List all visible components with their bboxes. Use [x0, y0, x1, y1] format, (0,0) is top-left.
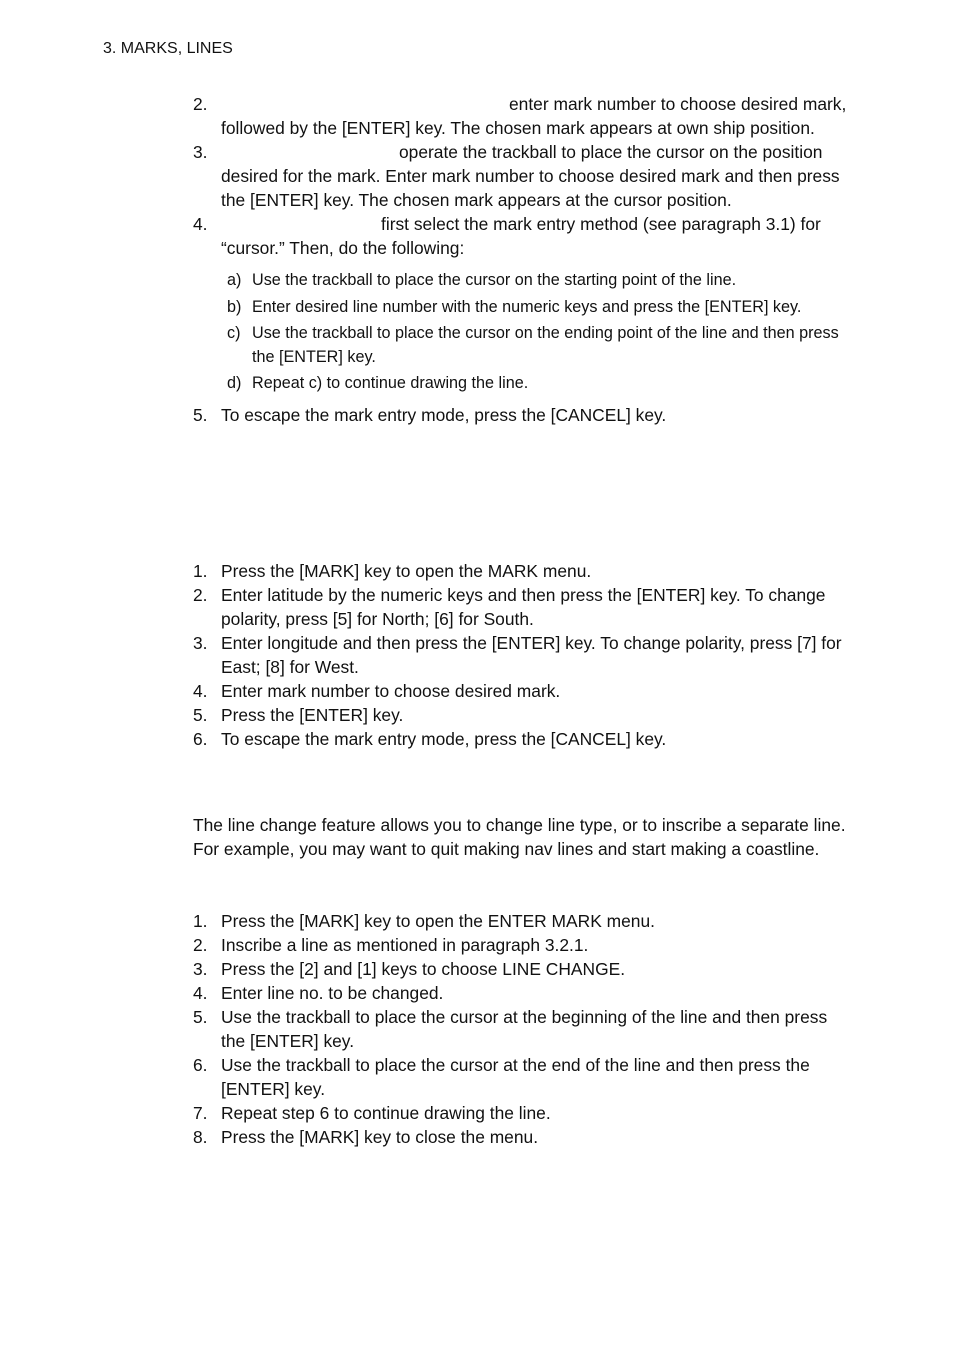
list-item	[193, 140, 853, 212]
list-item	[193, 403, 853, 427]
list-item	[193, 92, 853, 140]
step-text: Press the [MARK] key to open the MARK menu.	[221, 561, 592, 581]
sub-step-text: Repeat c) to continue drawing the line.	[252, 374, 529, 392]
step-text: To escape the mark entry mode, press the [CANCEL] key.	[221, 404, 667, 425]
step-number: 3.	[193, 142, 208, 162]
sub-step-letter: a)	[227, 271, 242, 289]
list-item	[193, 957, 853, 981]
line-change-intro: The line change feature allows you to change line type, or to inscribe a separate line. For example, you may want to quit making nav lines and start making a coastline.	[193, 815, 846, 859]
step-text: Inscribe a line as mentioned in paragraph 3.2.1.	[221, 935, 589, 955]
list-item	[193, 1101, 853, 1125]
step-number: 4.	[193, 983, 208, 1003]
sub-step-letter: c)	[227, 324, 241, 342]
step-number: 2.	[193, 585, 208, 605]
step-text: operate the trackball to place the cursor on the position desired for the mark. Enter mark number to choose desired mark and then press the [ENTER] key. The chosen mark appears at the cursor position.	[221, 142, 840, 210]
step-text: Press the [MARK] key to open the ENTER MARK menu.	[221, 911, 655, 931]
step-number: 6.	[193, 1055, 208, 1075]
step-number: 1.	[193, 911, 208, 931]
step-text: Press the [MARK] key to close the menu.	[221, 1127, 539, 1147]
sub-step	[227, 322, 853, 369]
step-number: 6.	[193, 729, 208, 749]
step-number: 4.	[193, 681, 208, 701]
step-text: To escape the mark entry mode, press the [CANCEL] key.	[221, 729, 667, 749]
list-item	[193, 583, 853, 631]
list-item	[193, 1053, 853, 1101]
list-item	[193, 559, 853, 583]
step-text: Press the [2] and [1] keys to choose LINE CHANGE.	[221, 959, 626, 979]
step-text: first select the mark entry method (see paragraph 3.1) for “cursor.” Then, do the following:	[221, 214, 821, 258]
running-header: 3. MARKS, LINES	[103, 40, 233, 57]
step-number: 5.	[193, 1007, 208, 1027]
latlong-entry-steps	[193, 559, 853, 751]
step-number: 7.	[193, 1103, 208, 1123]
list-item	[193, 981, 853, 1005]
step-number: 5.	[193, 705, 208, 725]
step-number: 5.	[193, 404, 208, 425]
sub-step	[227, 296, 853, 320]
sub-step	[227, 372, 853, 396]
sub-step-letter: b)	[227, 297, 242, 316]
list-item	[193, 703, 853, 727]
mark-entry-steps	[193, 92, 853, 427]
list-item	[193, 1125, 853, 1149]
step-number: 4.	[193, 214, 208, 234]
step-text: Repeat step 6 to continue drawing the line.	[221, 1103, 551, 1123]
step-number: 8.	[193, 1127, 208, 1147]
list-item	[193, 212, 853, 260]
step-text: Enter latitude by the numeric keys and then press the [ENTER] key. To change polarity, press [5] for North; [6] for South.	[221, 585, 826, 629]
list-item	[193, 1005, 853, 1053]
sub-step-text: Enter desired line number with the numeric keys and press the [ENTER] key.	[252, 297, 802, 316]
step-number: 2.	[193, 94, 208, 114]
list-item	[193, 727, 853, 751]
step-text: Enter line no. to be changed.	[221, 983, 444, 1003]
step-number: 3.	[193, 959, 208, 979]
step-text: Press the [ENTER] key.	[221, 705, 404, 725]
step-number: 3.	[193, 633, 208, 653]
list-item	[193, 909, 853, 933]
step-number: 1.	[193, 561, 208, 581]
line-change-steps	[193, 909, 853, 1149]
step-text: Use the trackball to place the cursor at the beginning of the line and then press the [ENTER] key.	[221, 1007, 828, 1051]
list-item	[193, 631, 853, 679]
list-item	[193, 679, 853, 703]
sub-step	[227, 269, 853, 293]
step-text: Enter longitude and then press the [ENTER] key. To change polarity, press [7] for East; [8] for West.	[221, 633, 842, 677]
sub-step-text: Use the trackball to place the cursor on the ending point of the line and then press the [ENTER] key.	[252, 324, 839, 366]
list-item	[193, 933, 853, 957]
step-text: Enter mark number to choose desired mark.	[221, 681, 561, 701]
step-number: 2.	[193, 935, 208, 955]
step-text: enter mark number to choose desired mark, followed by the [ENTER] key. The chosen mark appears at own ship position.	[221, 94, 847, 138]
step-text: Use the trackball to place the cursor at the end of the line and then press the [ENTER] key.	[221, 1055, 810, 1099]
sub-step-letter: d)	[227, 374, 242, 392]
sub-step-text: Use the trackball to place the cursor on the starting point of the line.	[252, 271, 737, 289]
